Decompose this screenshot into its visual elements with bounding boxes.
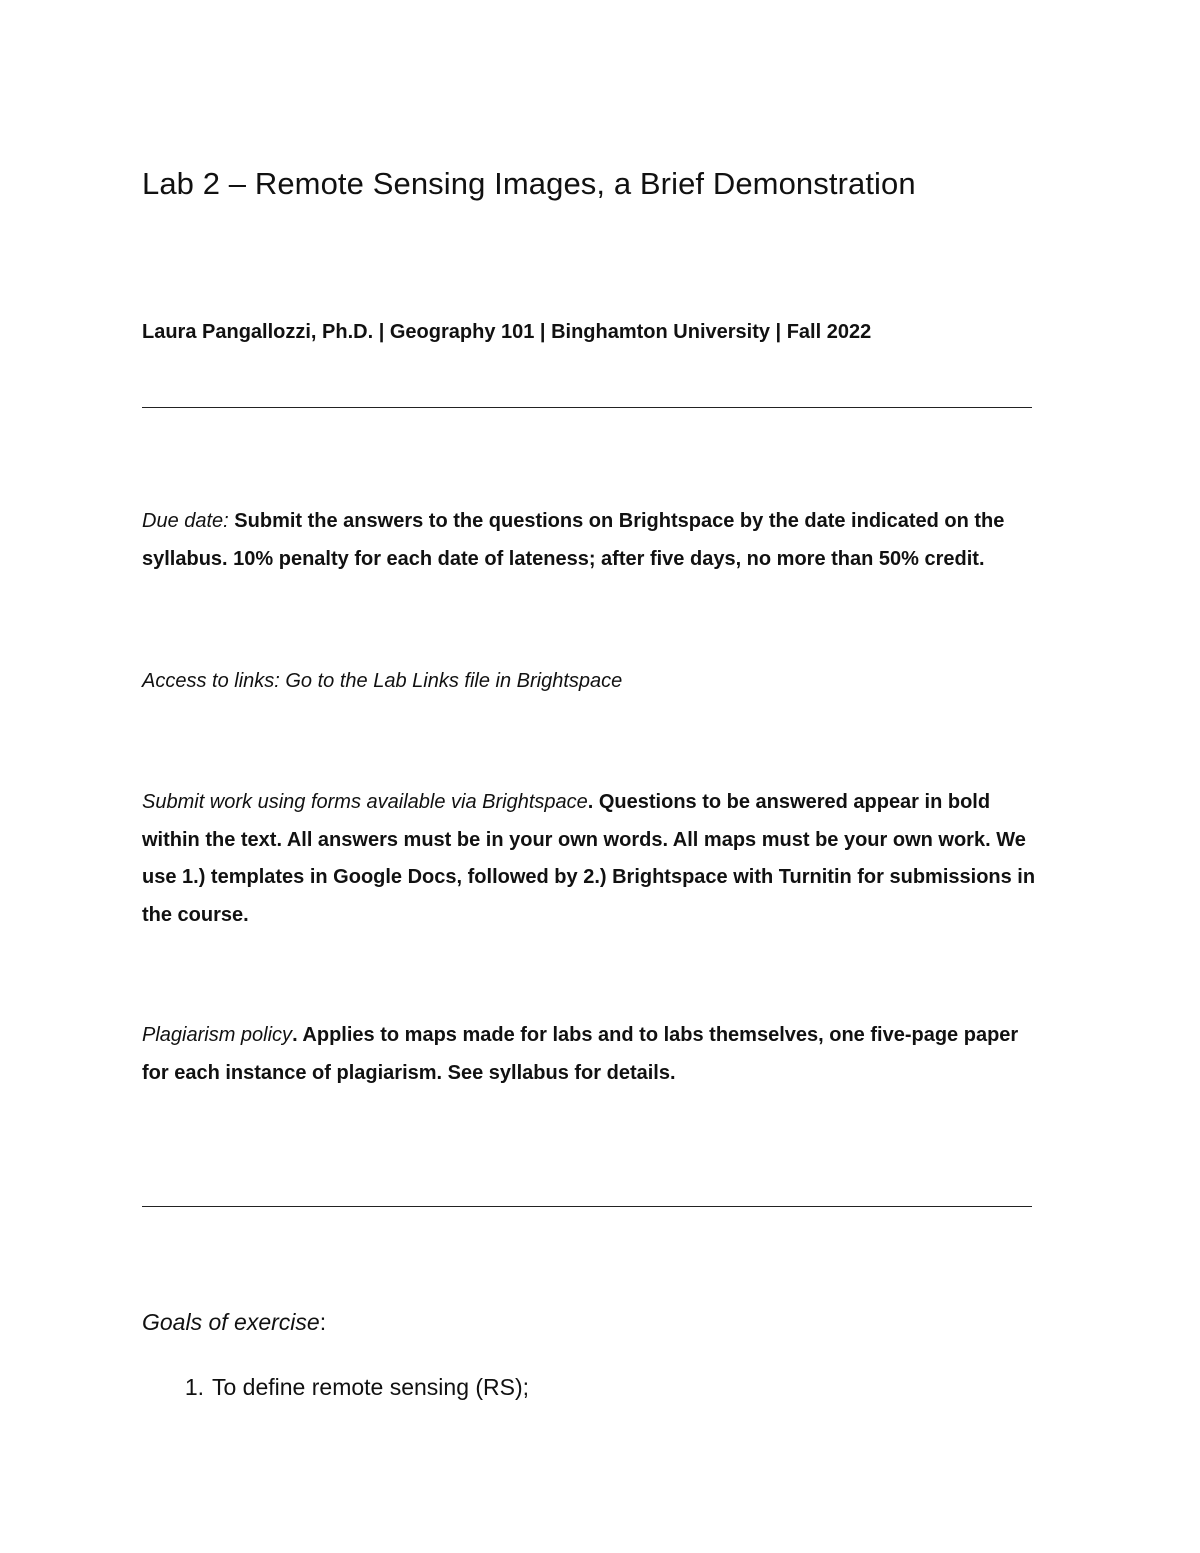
- access-links-paragraph: [142, 663, 1042, 701]
- author-byline: Laura Pangallozzi, Ph.D. | Geography 101 | Binghamton University | Fall 2022: [142, 321, 872, 343]
- list-item-text: To define remote sensing (RS);: [212, 1374, 530, 1400]
- plagiarism-text: . Applies to maps made for labs and to labs themselves, one five-page paper for each instance of plagiarism. See syllabus for details.: [142, 1024, 1019, 1084]
- goals-heading-colon: :: [319, 1309, 327, 1335]
- horizontal-rule-top: [142, 407, 1032, 408]
- plagiarism-paragraph: [142, 1017, 1042, 1092]
- due-date-text: Submit the answers to the questions on Brightspace by the date indicated on the syllabus. 10% penalty for each date of lateness; after five days, no more than 50% credit.: [142, 510, 1005, 570]
- goals-heading-label: Goals of exercise: [142, 1309, 320, 1335]
- goals-heading: [142, 1309, 326, 1336]
- submit-work-paragraph: [142, 784, 1042, 934]
- access-links-label: Access to links: Go to the Lab Links file in Brightspace: [142, 670, 623, 692]
- horizontal-rule-bottom: [142, 1206, 1032, 1207]
- list-item: [142, 1374, 529, 1401]
- plagiarism-label: Plagiarism policy: [142, 1024, 293, 1046]
- goals-list: [142, 1374, 529, 1401]
- submit-work-text: . Questions to be answered appear in bold within the text. All answers must be in your own words. All maps must be your own work. We use 1.) templates in Google Docs, followed by 2.) Brightspace with Turnitin for submissions in the course.: [142, 791, 1036, 926]
- list-item-number: 1.: [184, 1374, 204, 1400]
- due-date-label: Due date:: [142, 510, 229, 532]
- submit-work-label: Submit work using forms available via Brightspace: [142, 791, 588, 813]
- due-date-paragraph: [142, 503, 1042, 578]
- document-title: Lab 2 – Remote Sensing Images, a Brief Demonstration: [142, 166, 916, 201]
